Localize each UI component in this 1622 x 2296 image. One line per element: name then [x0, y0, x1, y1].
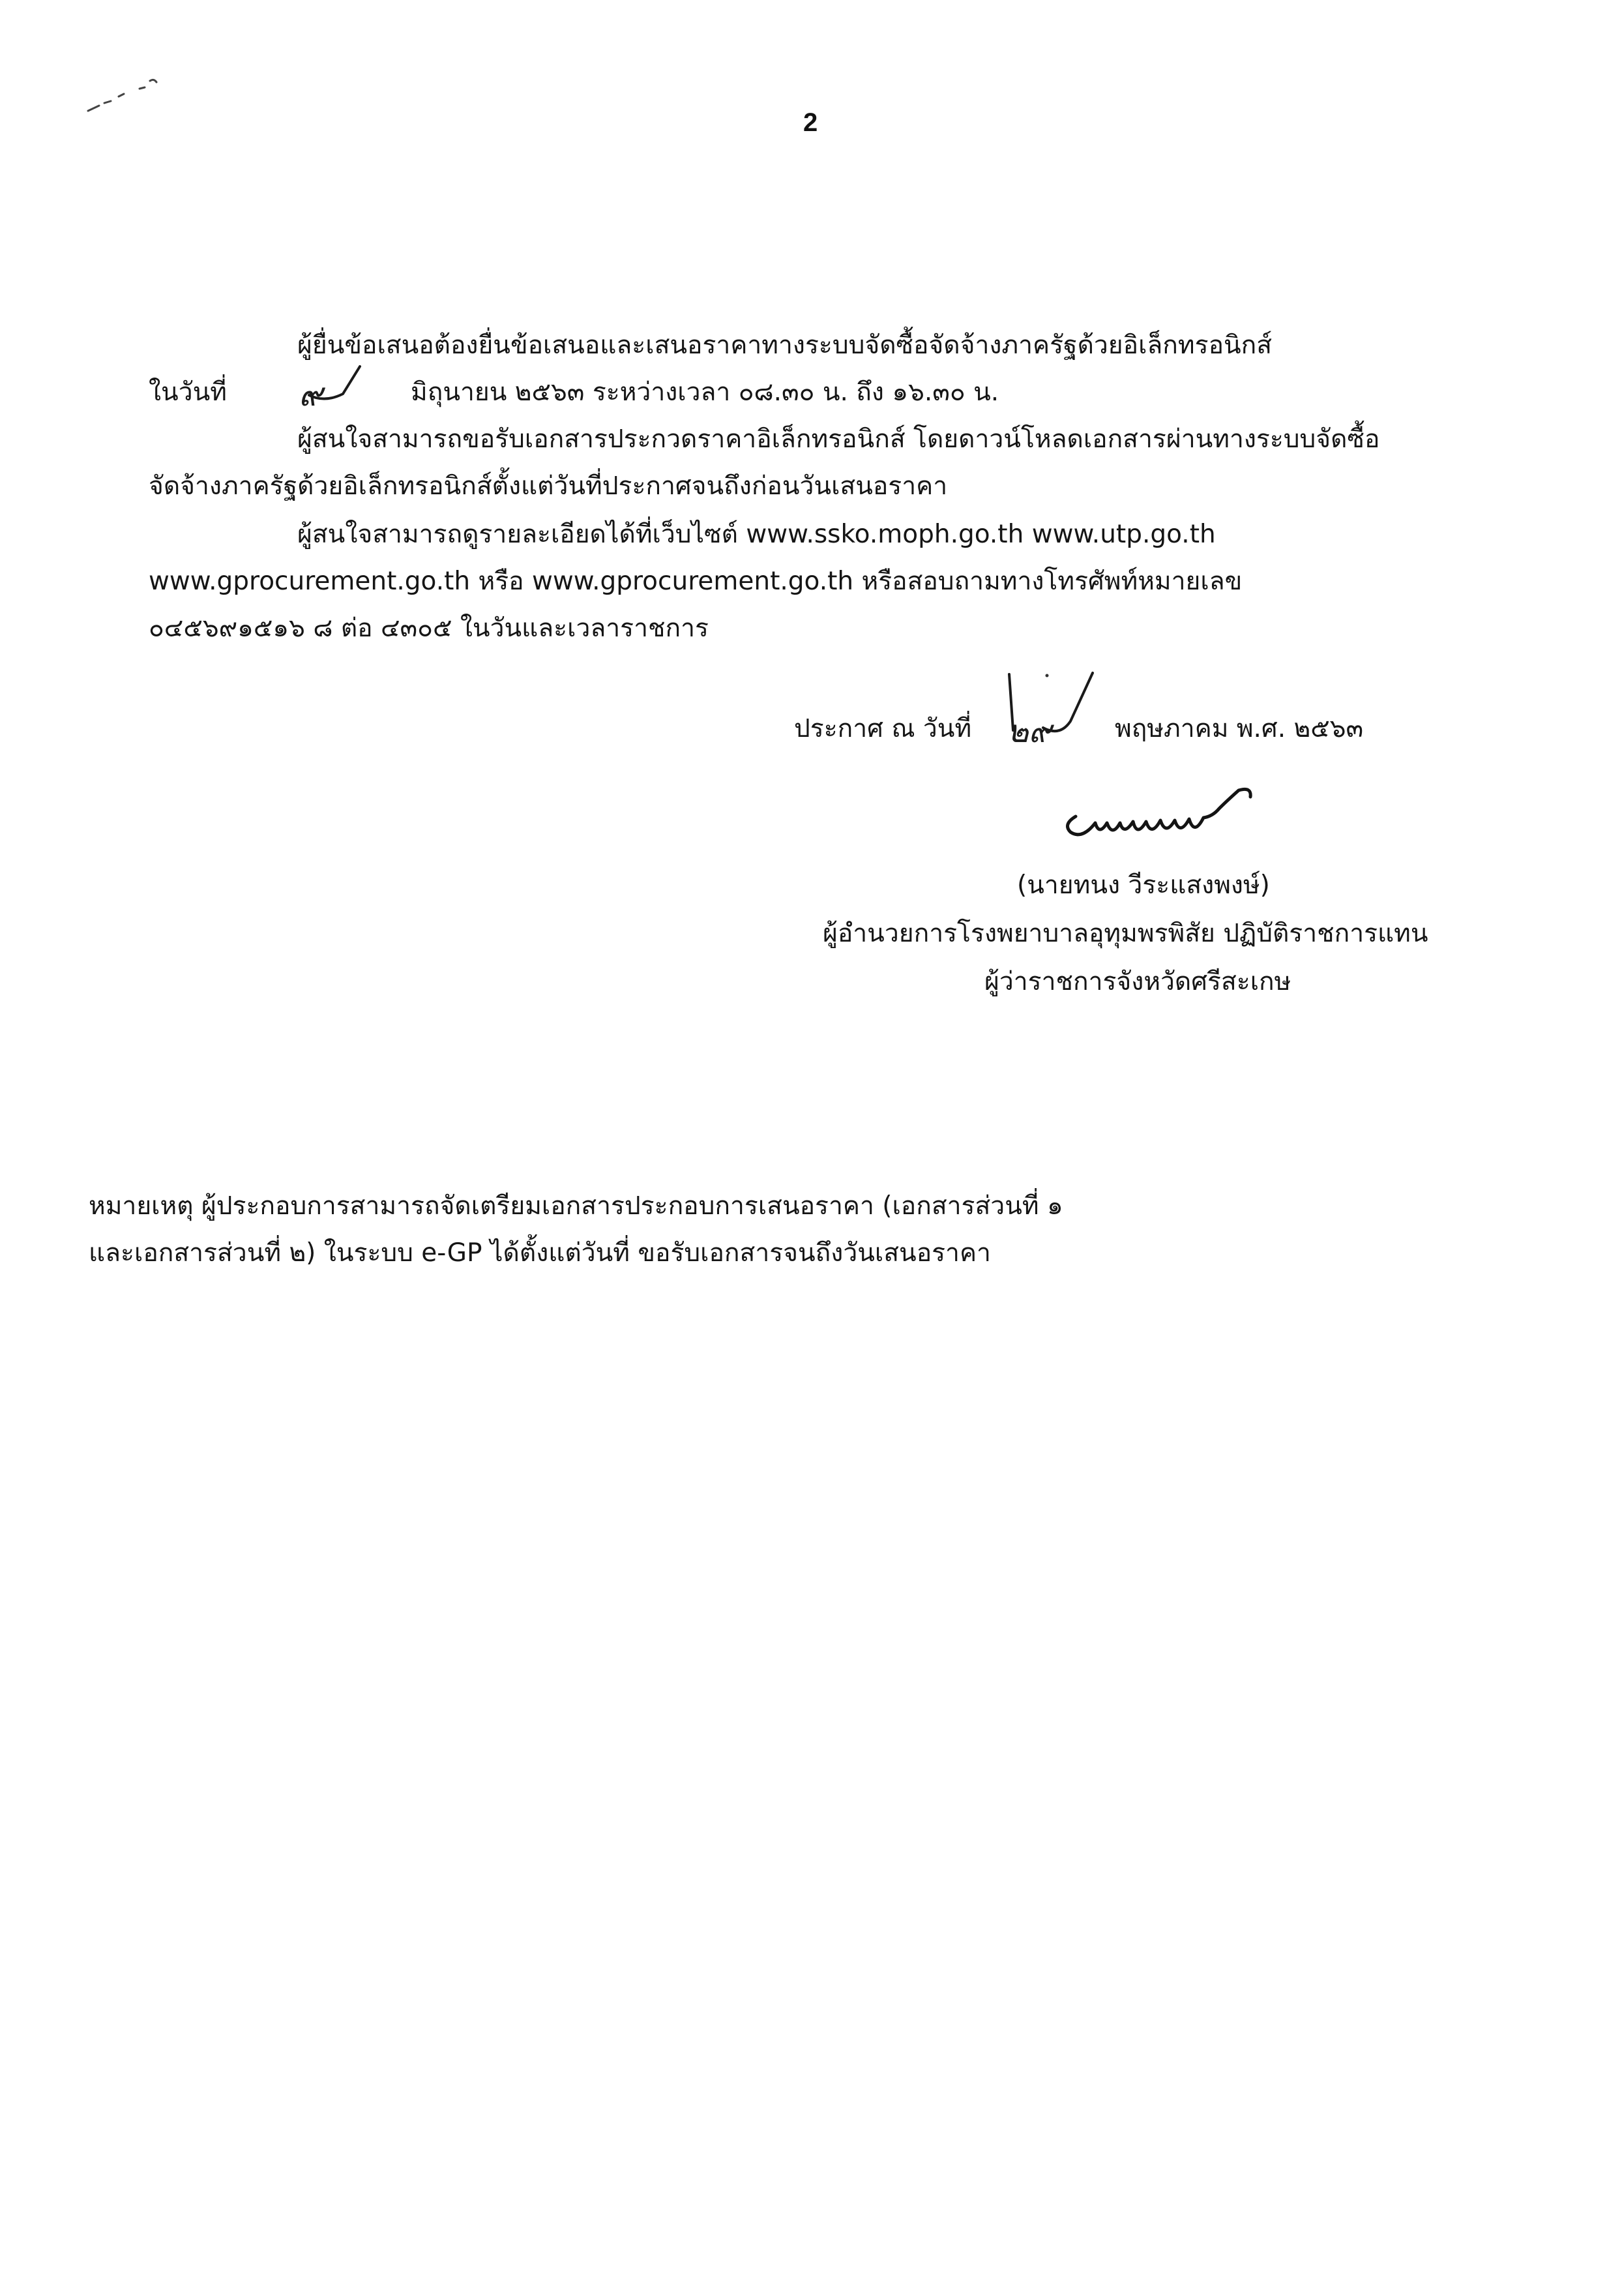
paragraph-line-7: ๐๔๕๖๙๑๕๑๖ ๘ ต่อ ๔๓๐๕ ในวันและเวลาราชการ [149, 614, 709, 643]
announce-prefix: ประกาศ ณ วันที่ [794, 714, 972, 743]
signatory-name: (นายทนง วีระแสงพงษ์) [1017, 871, 1270, 900]
handwritten-announce-day: ๒๙ [1008, 713, 1052, 750]
page-number: 2 [803, 108, 818, 137]
handwritten-day: ๙ [299, 376, 323, 413]
scan-mark [85, 65, 163, 117]
signatory-title-2: ผู้ว่าราชการจังหวัดศรีสะเกษ [984, 967, 1291, 996]
handwritten-stroke [305, 363, 364, 408]
handwritten-stroke-2 [997, 665, 1102, 743]
remark-line-1: หมายเหตุ ผู้ประกอบการสามารถจัดเตรียมเอกสารประกอบการเสนอราคา (เอกสารส่วนที่ ๑ [89, 1191, 1063, 1221]
paragraph-line-6: www.gprocurement.go.th หรือ www.gprocurement.go.th หรือสอบถามทางโทรศัพท์หมายเลข [149, 567, 1243, 596]
paragraph-line-1: ผู้ยื่นข้อเสนอต้องยื่นข้อเสนอและเสนอราคาทางระบบจัดซื้อจัดจ้างภาครัฐด้วยอิเล็กทรอนิกส์ [297, 331, 1273, 360]
paragraph-line-5: ผู้สนใจสามารถดูรายละเอียดได้ที่เว็บไซต์ www.ssko.moph.go.th www.utp.go.th [297, 520, 1216, 549]
paragraph-line-4: จัดจ้างภาครัฐด้วยอิเล็กทรอนิกส์ตั้งแต่วันที่ประกาศจนถึงก่อนวันเสนอราคา [149, 471, 948, 501]
announce-month-year: พฤษภาคม พ.ศ. ๒๕๖๓ [1115, 714, 1364, 743]
date-label: ในวันที่ [149, 378, 227, 407]
date-rest: มิถุนายน ๒๕๖๓ ระหว่างเวลา ๐๘.๓๐ น. ถึง ๑๖.๓๐ น. [411, 378, 999, 407]
signature-image [1056, 777, 1265, 849]
remark-line-2: และเอกสารส่วนที่ ๒) ในระบบ e-GP ได้ตั้งแต่วันที่ ขอรับเอกสารจนถึงวันเสนอราคา [89, 1238, 991, 1268]
signatory-title-1: ผู้อำนวยการโรงพยาบาลอุทุมพรพิสัย ปฏิบัติราชการแทน [823, 919, 1428, 948]
paragraph-line-3: ผู้สนใจสามารถขอรับเอกสารประกวดราคาอิเล็กทรอนิกส์ โดยดาวน์โหลดเอกสารผ่านทางระบบจัดซื้อ [297, 425, 1380, 454]
